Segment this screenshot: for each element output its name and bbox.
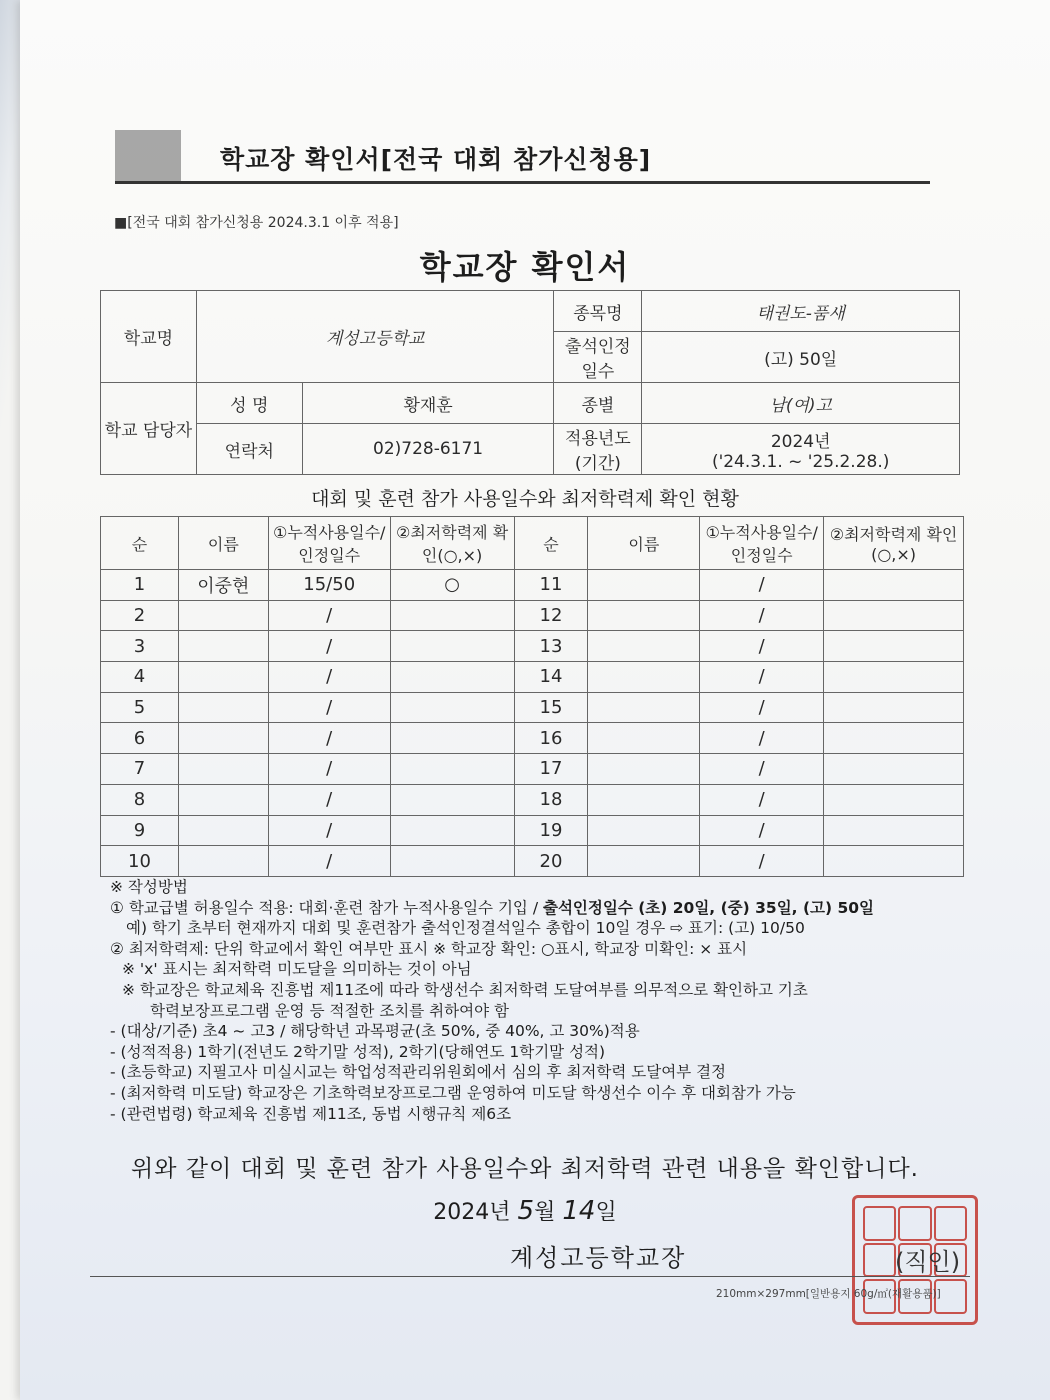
detail-3: - (초등학교) 지필고사 미실시교는 학업성적관리위원회에서 심의 후 최저학력 도달여부 결정	[110, 1063, 727, 1082]
table-row	[101, 692, 964, 723]
info-table	[100, 290, 960, 475]
min-achievement	[824, 662, 964, 693]
days-used: /	[700, 600, 824, 631]
attendance-label: 출석인정 일수	[554, 332, 642, 383]
seal-label: (직인)	[895, 1248, 961, 1276]
col-header-min: ②최저학력제 확인(○,×)	[390, 517, 514, 570]
min-achievement	[390, 631, 514, 662]
min-achievement	[824, 846, 964, 877]
student-name	[178, 846, 268, 877]
col-header-days: ①누적사용일수/인정일수	[268, 517, 390, 570]
days-used: /	[268, 754, 390, 785]
row-number: 9	[101, 815, 179, 846]
row-number: 7	[101, 754, 179, 785]
row-number: 8	[101, 784, 179, 815]
min-achievement	[390, 723, 514, 754]
date-day-unit: 일	[595, 1200, 617, 1225]
detail-1: - (대상/기준) 초4 ~ 고3 / 해당학년 과목평균(초 50%, 중 40%, 고 30%)적용	[110, 1022, 640, 1041]
min-achievement	[390, 662, 514, 693]
days-used: /	[700, 662, 824, 693]
year-value: 2024년	[770, 431, 831, 452]
col-header-no: 순	[101, 517, 179, 570]
days-used: 15/50	[268, 570, 390, 601]
date-day: 14	[562, 1196, 596, 1226]
row-number: 17	[514, 754, 588, 785]
event-label: 종목명	[554, 291, 642, 332]
note-4-cont: 학력보장프로그램 운영 등 적절한 조치를 취하여야 함	[150, 1001, 509, 1020]
date-month-unit: 월	[534, 1200, 556, 1225]
table-row	[101, 631, 964, 662]
table-row	[101, 754, 964, 785]
confirmation-statement: 위와 같이 대회 및 훈련 참가 사용일수와 최저학력 관련 내용을 확인합니다.	[131, 1156, 919, 1182]
student-name	[588, 570, 700, 601]
student-name	[178, 754, 268, 785]
days-used: /	[700, 784, 824, 815]
table-row	[101, 815, 964, 846]
section-title: 대회 및 훈련 참가 사용일수와 최저학력제 확인 현황	[311, 488, 739, 510]
notes-heading: ※ 작성방법	[110, 878, 188, 896]
usage-table	[100, 516, 964, 877]
row-number: 18	[514, 784, 588, 815]
col-header-days: ①누적사용일수/인정일수	[700, 517, 824, 570]
col-header-name: 이름	[178, 517, 268, 570]
name-value: 황재훈	[302, 383, 554, 424]
table-row	[101, 723, 964, 754]
min-achievement	[390, 846, 514, 877]
student-name	[178, 784, 268, 815]
days-used: /	[268, 692, 390, 723]
days-used: /	[268, 723, 390, 754]
year-period: ('24.3.1. ~ '25.2.28.)	[711, 451, 890, 472]
student-name: 이중현	[178, 570, 268, 601]
row-number: 12	[514, 600, 588, 631]
note-4: ※ 학교장은 학교체육 진흥법 제11조에 따라 학생선수 최저학력 도달여부를 의무적으로 확인하고 기초	[122, 980, 808, 999]
student-name	[588, 784, 700, 815]
gender-label: 종별	[554, 383, 642, 424]
days-used: /	[700, 692, 824, 723]
contact-label: 연락처	[196, 424, 302, 475]
table-row	[101, 570, 964, 601]
min-achievement	[390, 784, 514, 815]
event-value: 태권도-품새	[642, 291, 960, 332]
table-row	[101, 662, 964, 693]
year-label: 적용년도 (기간)	[554, 424, 642, 475]
student-name	[588, 846, 700, 877]
row-number: 14	[514, 662, 588, 693]
student-name	[588, 600, 700, 631]
student-name	[588, 815, 700, 846]
student-name	[178, 662, 268, 693]
school-value: 계성고등학교	[196, 291, 554, 383]
date-month: 5	[517, 1196, 535, 1226]
days-used: /	[268, 600, 390, 631]
detail-5: - (관련법령) 학교체육 진흥법 제11조, 동법 시행규칙 제6조	[110, 1104, 512, 1123]
min-achievement	[824, 600, 964, 631]
min-achievement	[390, 754, 514, 785]
year-cell	[642, 424, 960, 475]
principal-name: 계성고등학교장	[510, 1244, 687, 1272]
note-2: ② 최저학력제: 단위 학교에서 확인 여부만 표시 ※ 학교장 확인: ○표시, 학교장 미확인: × 표시	[110, 939, 748, 958]
instructions	[110, 877, 980, 1124]
detail-4: - (최저학력 미도달) 학교장은 기초학력보장프로그램 운영하여 미도달 학생선수 이수 후 대회참가 가능	[110, 1083, 796, 1102]
name-label: 성 명	[196, 383, 302, 424]
header-title: 학교장 확인서[전국 대회 참가신청용]	[220, 145, 652, 174]
days-used: /	[700, 846, 824, 877]
student-name	[178, 600, 268, 631]
min-achievement	[390, 692, 514, 723]
col-header-name: 이름	[588, 517, 700, 570]
applicability-note: ■[전국 대회 참가신청용 2024.3.1 이후 적용]	[114, 215, 399, 231]
student-name	[588, 662, 700, 693]
days-used: /	[268, 662, 390, 693]
days-used: /	[700, 723, 824, 754]
student-name	[588, 754, 700, 785]
row-number: 11	[514, 570, 588, 601]
student-name	[178, 723, 268, 754]
gender-value: 남(여)고	[642, 383, 960, 424]
min-achievement: ○	[390, 570, 514, 601]
days-used: /	[268, 631, 390, 662]
row-number: 5	[101, 692, 179, 723]
row-number: 3	[101, 631, 179, 662]
days-used: /	[700, 570, 824, 601]
student-name	[178, 631, 268, 662]
days-used: /	[268, 846, 390, 877]
days-used: /	[700, 754, 824, 785]
row-number: 6	[101, 723, 179, 754]
row-number: 4	[101, 662, 179, 693]
header-gray-block	[115, 130, 181, 182]
note-3: ※ 'x' 표시는 최저학력 미도달을 의미하는 것이 아님	[122, 960, 472, 979]
detail-2: - (성적적용) 1학기(전년도 2학기말 성적), 2학기(당해연도 1학기말 성적)	[110, 1042, 606, 1061]
table-row	[101, 846, 964, 877]
note-1-text: ① 학교급별 허용일수 적용: 대회·훈련 참가 누적사용일수 기입 /	[110, 898, 539, 917]
min-achievement	[390, 815, 514, 846]
row-number: 10	[101, 846, 179, 877]
row-number: 19	[514, 815, 588, 846]
min-achievement	[824, 815, 964, 846]
row-number: 13	[514, 631, 588, 662]
paper-spec: 210mm×297mm[일반용지 60g/㎡(재활용품)]	[716, 1288, 941, 1300]
student-name	[588, 692, 700, 723]
days-used: /	[700, 631, 824, 662]
col-header-no: 순	[514, 517, 588, 570]
student-name	[588, 631, 700, 662]
min-achievement	[824, 754, 964, 785]
days-used: /	[268, 815, 390, 846]
col-header-min: ②최저학력제 확인(○,×)	[824, 517, 964, 570]
footer-rule	[90, 1276, 970, 1277]
attendance-value: (고) 50일	[642, 332, 960, 383]
min-achievement	[390, 600, 514, 631]
note-1	[110, 898, 980, 919]
row-number: 1	[101, 570, 179, 601]
student-name	[178, 692, 268, 723]
staff-label: 학교 담당자	[101, 383, 197, 475]
contact-value: 02)728-6171	[302, 424, 554, 475]
min-achievement	[824, 570, 964, 601]
row-number: 16	[514, 723, 588, 754]
days-used: /	[268, 784, 390, 815]
document-title: 학교장 확인서	[419, 248, 631, 286]
school-label: 학교명	[101, 291, 197, 383]
min-achievement	[824, 631, 964, 662]
note-1-bold: 출석인정일수 (초) 20일, (중) 35일, (고) 50일	[542, 898, 875, 917]
min-achievement	[824, 692, 964, 723]
date-year: 2024년	[433, 1200, 511, 1225]
student-name	[588, 723, 700, 754]
days-used: /	[700, 815, 824, 846]
row-number: 20	[514, 846, 588, 877]
min-achievement	[824, 723, 964, 754]
note-1-example: 예) 학기 초부터 현재까지 대회 및 훈련참가 출석인정결석일수 총합이 10일 경우 ⇨ 표기: (고) 10/50	[126, 919, 805, 938]
header-rule	[115, 181, 930, 184]
table-row	[101, 784, 964, 815]
min-achievement	[824, 784, 964, 815]
row-number: 15	[514, 692, 588, 723]
student-name	[178, 815, 268, 846]
table-row	[101, 600, 964, 631]
row-number: 2	[101, 600, 179, 631]
